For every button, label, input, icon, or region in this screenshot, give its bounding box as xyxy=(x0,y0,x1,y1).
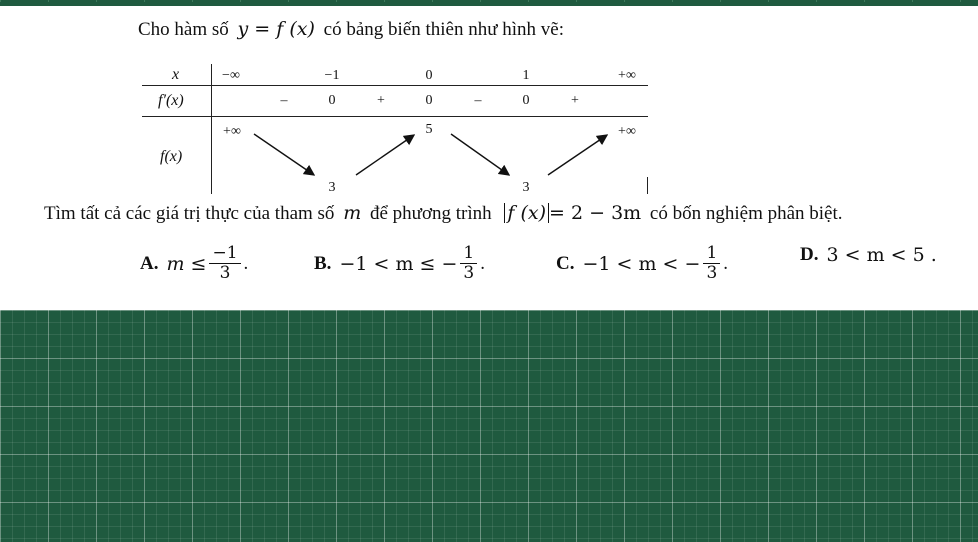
option-c-end: . xyxy=(723,252,729,274)
option-a[interactable] xyxy=(140,244,248,283)
intro-line xyxy=(138,18,564,41)
option-d[interactable] xyxy=(800,244,937,266)
derivative-zero: 0 xyxy=(328,93,336,108)
x-value: 0 xyxy=(425,68,433,83)
derivative-sign: + xyxy=(571,93,579,108)
question-middle: để phương trình xyxy=(369,203,492,224)
x-value: +∞ xyxy=(618,68,636,83)
derivative-zero: 0 xyxy=(522,93,530,108)
x-value: 1 xyxy=(522,68,530,83)
arrow-decreasing xyxy=(254,134,314,175)
question-suffix: có bốn nghiệm phân biệt. xyxy=(649,203,843,224)
option-b-fraction xyxy=(460,244,477,283)
option-a-end: . xyxy=(243,252,249,274)
option-letter: A. xyxy=(140,252,159,274)
x-value: −1 xyxy=(324,68,340,83)
option-c-lhs: −1 < m < − xyxy=(582,252,701,275)
f-value-min-right: 3 xyxy=(522,180,530,195)
f-value-right-top: +∞ xyxy=(618,124,636,139)
variation-arrows xyxy=(142,64,648,196)
derivative-zero: 0 xyxy=(425,93,433,108)
row-label-fprime: f′(x) xyxy=(158,92,184,109)
derivative-sign: – xyxy=(474,93,482,108)
option-letter: D. xyxy=(800,244,819,265)
question-param: m xyxy=(343,202,362,224)
option-b-end: . xyxy=(480,252,485,274)
option-letter: B. xyxy=(314,252,332,274)
question-line xyxy=(44,202,847,225)
row-label-x: x xyxy=(172,66,180,83)
fraction-numerator: −1 xyxy=(209,244,240,264)
arrow-decreasing xyxy=(451,134,509,175)
option-a-fraction xyxy=(209,244,240,283)
arrow-increasing xyxy=(548,135,607,175)
f-value-left-top: +∞ xyxy=(223,124,241,139)
option-c-fraction xyxy=(703,244,720,283)
option-a-lhs: m ≤ xyxy=(166,252,207,275)
option-b[interactable] xyxy=(314,244,485,283)
derivative-sign: + xyxy=(377,93,385,108)
question-rhs: = 2 − 3m xyxy=(549,202,642,224)
intro-prefix: Cho hàm số xyxy=(138,19,229,40)
derivative-sign: – xyxy=(280,93,288,108)
question-prefix: Tìm tất cả các giá trị thực của tham số xyxy=(44,203,335,224)
option-d-text: 3 < m < 5 . xyxy=(826,244,937,266)
option-b-lhs: −1 < m ≤ − xyxy=(339,252,458,275)
variation-table xyxy=(142,64,648,196)
x-value: −∞ xyxy=(222,68,240,83)
intro-formula: y = f (x) xyxy=(237,18,315,40)
fraction-numerator: 1 xyxy=(460,244,477,264)
fraction-denominator: 3 xyxy=(706,263,718,283)
row-label-f: f(x) xyxy=(160,148,183,165)
chalkboard-background xyxy=(0,310,978,542)
fraction-numerator: 1 xyxy=(703,244,720,264)
f-value-max-mid: 5 xyxy=(425,122,433,137)
fraction-denominator: 3 xyxy=(463,263,475,283)
option-c[interactable] xyxy=(556,244,728,283)
arrow-increasing xyxy=(356,135,414,175)
f-value-min-left: 3 xyxy=(328,180,336,195)
intro-suffix: có bảng biến thiên như hình vẽ: xyxy=(323,19,564,40)
option-letter: C. xyxy=(556,252,575,274)
fraction-denominator: 3 xyxy=(219,263,231,283)
question-abs-expression: f (x) xyxy=(504,203,549,223)
